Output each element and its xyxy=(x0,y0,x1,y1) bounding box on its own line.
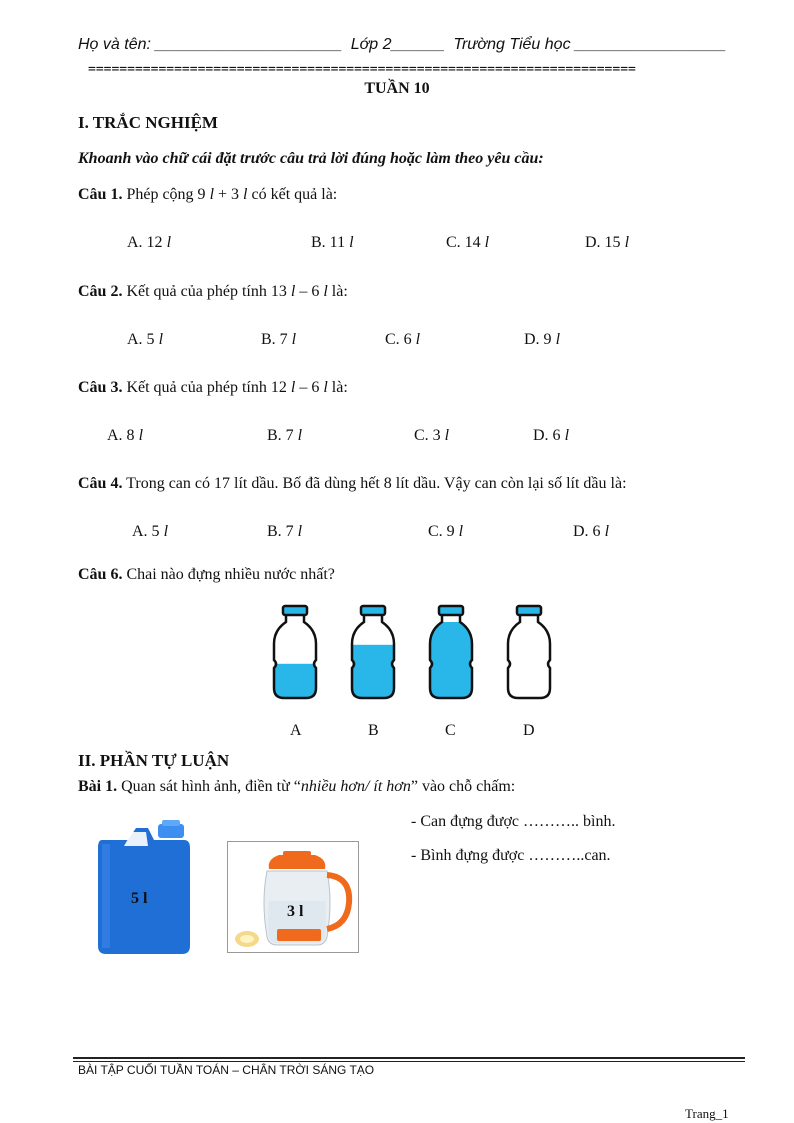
question-text: Kết quả của phép tính 12 xyxy=(122,379,291,396)
unit: l xyxy=(323,283,328,300)
school-blank: _________________ xyxy=(575,36,727,53)
section2-title: II. PHẦN TỰ LUẬN xyxy=(78,751,230,770)
bottle-cap xyxy=(361,606,385,615)
exercise-text: ” vào chỗ chấm: xyxy=(410,778,516,795)
jug-image xyxy=(227,841,359,953)
fill-line-can[interactable]: - Can đựng được ……….. bình. xyxy=(411,813,616,830)
unit: l xyxy=(243,186,248,203)
exercise-keyword: nhiều hơn/ ít hơn xyxy=(300,778,411,795)
bottle-cap xyxy=(439,606,463,615)
unit: l xyxy=(209,186,215,203)
option-c[interactable]: C. 6 l xyxy=(385,331,421,348)
bottle-label-c: C xyxy=(445,722,456,739)
exercise-number: Bài 1. xyxy=(78,778,118,795)
bottle-a xyxy=(272,606,318,698)
section1-title: I. TRẮC NGHIỆM xyxy=(78,113,218,132)
name-label: Họ và tên: xyxy=(78,36,151,53)
bottle-label-b: B xyxy=(368,722,379,739)
question-6 xyxy=(78,566,335,584)
question-number: Câu 3. xyxy=(78,379,123,396)
bottle-d xyxy=(508,606,550,698)
bottle-cap xyxy=(517,606,541,615)
question-1 xyxy=(78,186,337,204)
school-label: Trường Tiểu học xyxy=(453,36,571,53)
bottle-c xyxy=(428,606,474,698)
bai1-prompt xyxy=(78,778,515,796)
question-number: Câu 4. xyxy=(78,475,123,492)
footer-text: BÀI TẬP CUỐI TUẦN TOÁN – CHÂN TRỜI SÁNG TẠO xyxy=(78,1063,375,1077)
question-text: là: xyxy=(327,283,348,300)
question-number: Câu 1. xyxy=(78,186,123,203)
water-fill xyxy=(272,664,318,698)
option-d[interactable]: D. 15 l xyxy=(585,234,630,251)
question-3 xyxy=(78,379,348,397)
option-b[interactable]: B. 7 l xyxy=(267,523,303,540)
unit: l xyxy=(290,379,296,396)
option-d[interactable]: D. 9 l xyxy=(524,331,561,348)
footer-rule xyxy=(73,1057,745,1059)
question-text: + 3 xyxy=(214,186,244,203)
class-blank: ______ xyxy=(391,36,445,53)
option-b[interactable]: B. 7 l xyxy=(267,427,303,444)
question-text: – 6 xyxy=(295,379,324,396)
fill-line-jug[interactable]: - Bình đựng được ………..can. xyxy=(411,847,611,864)
question-number: Câu 6. xyxy=(78,566,123,583)
option-c[interactable]: C. 9 l xyxy=(428,523,464,540)
question-4 xyxy=(78,475,627,493)
option-a[interactable]: A. 8 l xyxy=(107,427,144,444)
week-title: TUẦN 10 xyxy=(364,80,430,97)
option-c[interactable]: C. 3 l xyxy=(414,427,450,444)
option-b[interactable]: B. 7 l xyxy=(261,331,297,348)
option-c[interactable]: C. 14 l xyxy=(446,234,490,251)
option-d[interactable]: D. 6 l xyxy=(533,427,570,444)
bottle-label-a: A xyxy=(290,722,302,739)
unit: l xyxy=(323,379,328,396)
water-fill xyxy=(350,645,396,698)
header-divider: ====================================================================== xyxy=(88,62,636,77)
student-info-header xyxy=(78,36,726,54)
option-a[interactable]: A. 12 l xyxy=(127,234,172,251)
footer-rule-thin xyxy=(73,1061,745,1062)
option-a[interactable]: A. 5 l xyxy=(132,523,169,540)
jug-volume-label: 3 l xyxy=(287,903,304,920)
option-a[interactable]: A. 5 l xyxy=(127,331,164,348)
question-text: Chai nào đựng nhiều nước nhất? xyxy=(122,566,335,583)
name-blank: _____________________ xyxy=(155,36,343,53)
question-text: – 6 xyxy=(295,283,324,300)
question-text: có kết quả là: xyxy=(247,186,338,203)
water-fill xyxy=(428,622,474,698)
question-2 xyxy=(78,283,348,301)
section1-instruction: Khoanh vào chữ cái đặt trước câu trả lời đúng hoặc làm theo yêu cầu: xyxy=(78,150,544,167)
question-text: Phép cộng 9 xyxy=(122,186,210,203)
page-number: Trang_1 xyxy=(685,1106,729,1121)
question-text: Kết quả của phép tính 13 xyxy=(122,283,291,300)
option-d[interactable]: D. 6 l xyxy=(573,523,610,540)
bottle-cap xyxy=(283,606,307,615)
question-text: là: xyxy=(327,379,348,396)
water-can-image xyxy=(88,818,213,958)
option-b[interactable]: B. 11 l xyxy=(311,234,354,251)
can-volume-label: 5 l xyxy=(131,890,148,907)
bottle-b xyxy=(350,606,396,698)
bottle-label-d: D xyxy=(523,722,535,739)
bottles-illustration xyxy=(262,604,562,704)
unit: l xyxy=(290,283,296,300)
exercise-text: Quan sát hình ảnh, điền từ “ xyxy=(117,778,301,795)
class-label: Lớp 2 xyxy=(350,36,392,53)
question-text: Trong can có 17 lít dầu. Bố đã dùng hết 8 lít dầu. Vậy can còn lại số lít dầu là: xyxy=(122,475,627,492)
question-number: Câu 2. xyxy=(78,283,123,300)
